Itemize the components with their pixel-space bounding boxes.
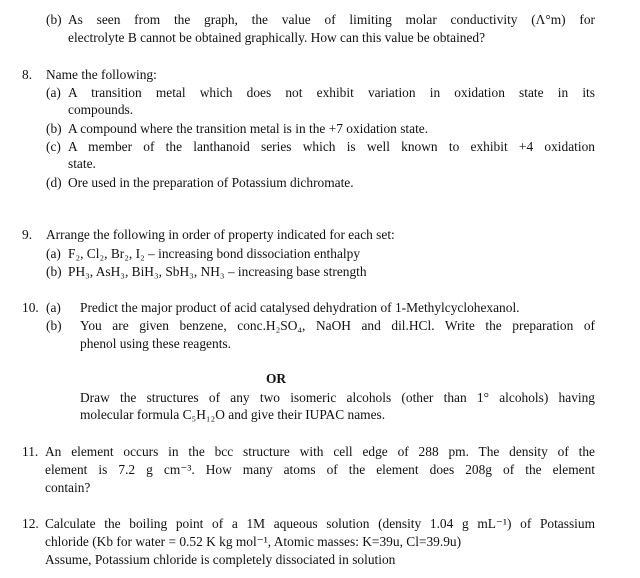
q8a-label: (a) (46, 85, 61, 100)
q8b-text: A compound where the transition metal is in the +7 oxidation state. (68, 121, 429, 136)
q10b-text-line1: You are given benzene, conc.H₂SO₄, NaOH and dil.HCl. Write the preparation of (80, 318, 595, 333)
q8c-label: (c) (46, 139, 61, 154)
q7b-label: (b) (46, 12, 62, 27)
q10-alt-text-line1: Draw the structures of any two isomeric alcohols (other than 1° alcohols) having (80, 390, 595, 405)
q10-alt-text-line2: molecular formula C₅H₁₂O and give their IUPAC names. (80, 407, 386, 422)
q9a-label: (a) (46, 246, 61, 261)
q8c-text-line1: A member of the lanthanoid series which is well known to exhibit +4 oxidation (68, 139, 595, 154)
q8d-label: (d) (46, 175, 62, 190)
q8-number: 8. (22, 67, 33, 82)
q10b-text-line2: phenol using these reagents. (80, 336, 231, 351)
q9-stem: Arrange the following in order of property indicated for each set: (46, 227, 395, 242)
q9-number: 9. (22, 227, 33, 242)
q10a-label: (a) (46, 300, 61, 315)
q12-text-line1: Calculate the boiling point of a 1M aqueous solution (density 1.04 g mL⁻¹) of Potassium (45, 516, 595, 531)
q9a-text: F₂, Cl₂, Br₂, I₂ – increasing bond dissociation enthalpy (68, 246, 361, 261)
q7b-text-line2: electrolyte B cannot be obtained graphically. How can this value be obtained? (68, 30, 486, 45)
q7b-text-line1: As seen from the graph, the value of limiting molar conductivity (Λ°m) for (68, 12, 595, 27)
q11-text-line2: element is 7.2 g cm⁻³. How many atoms of the element does 208g of the element (45, 462, 595, 477)
q12-text-line2: chloride (Kb for water = 0.52 K kg mol⁻¹, Atomic masses: K=39u, Cl=39.9u) (45, 534, 462, 549)
q11-number: 11. (22, 444, 39, 459)
q8b-label: (b) (46, 121, 62, 136)
q11-text-line1: An element occurs in the bcc structure with cell edge of 288 pm. The density of the (45, 444, 595, 459)
q10b-label: (b) (46, 318, 62, 333)
q9b-label: (b) (46, 264, 62, 279)
q12-text-line3: Assume, Potassium chloride is completely dissociated in solution (45, 552, 396, 567)
q8-stem: Name the following: (46, 67, 157, 82)
q12-number: 12. (22, 516, 39, 531)
q8a-text-line1: A transition metal which does not exhibit variation in oxidation state in its (68, 85, 595, 100)
q10a-text: Predict the major product of acid catalysed dehydration of 1-Methylcyclohexanol. (80, 300, 520, 315)
q8a-text-line2: compounds. (68, 102, 134, 117)
q8d-text: Ore used in the preparation of Potassium dichromate. (68, 175, 354, 190)
q11-text-line3: contain? (45, 480, 91, 495)
q10-number: 10. (22, 300, 39, 315)
q9b-text: PH₃, AsH₃, BiH₃, SbH₃, NH₃ – increasing base strength (68, 264, 367, 279)
q8c-text-line2: state. (68, 156, 96, 171)
or-divider: OR (266, 371, 287, 386)
